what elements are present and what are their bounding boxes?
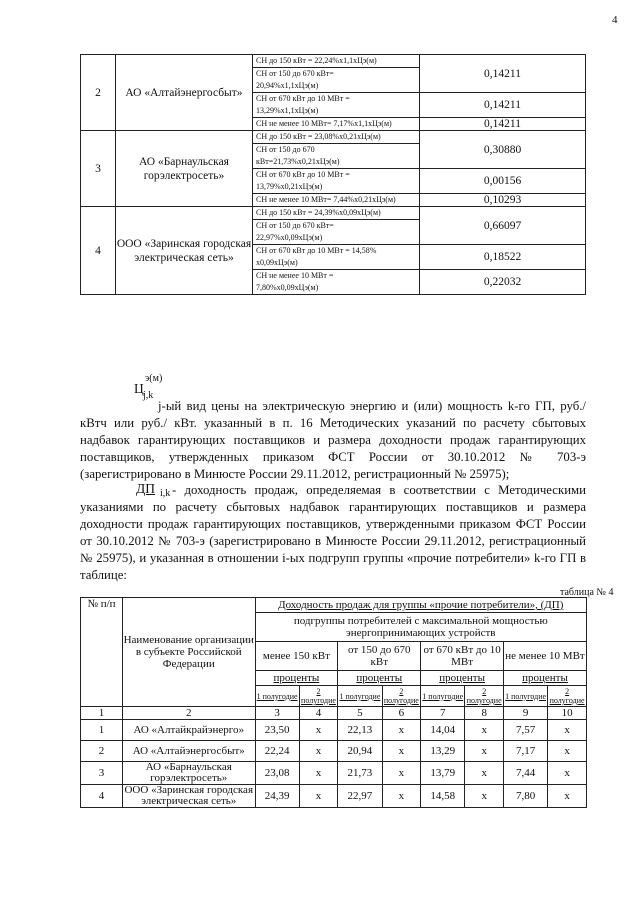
header-half-year: 2 полугодие: [383, 687, 419, 705]
condition-line: СН от 150 до 670: [256, 145, 315, 154]
row-number: 4: [81, 207, 116, 295]
yield-value: 20,94: [338, 741, 382, 762]
column-number: 10: [548, 707, 587, 720]
yield-value: х: [299, 785, 338, 808]
coefficient-value: 0,66097: [420, 207, 586, 245]
condition-line: СН не менее 10 МВт= 7,44%х0,21хЦэ(м): [256, 195, 396, 204]
yield-value: х: [548, 785, 587, 808]
condition-line: 20,94%х1,1хЦэ(м): [256, 81, 319, 90]
yield-value: 22,13: [338, 720, 382, 741]
formula-price-base: Ц: [134, 381, 144, 396]
yield-value: 7,44: [504, 762, 548, 785]
yield-value: х: [465, 720, 504, 741]
organization-name: АО «Алтайэнергосбыт»: [116, 55, 253, 131]
column-number: 8: [465, 707, 504, 720]
yield-value: 13,29: [421, 741, 465, 762]
organization-name: ООО «Заринская городская электрическая сеть»: [116, 207, 253, 295]
header-capacity-range: менее 150 кВт: [255, 642, 338, 671]
condition-formula: [253, 194, 420, 207]
coefficient-value: 0,14211: [420, 118, 586, 131]
page-number: 4: [612, 14, 618, 26]
table-row: [81, 741, 587, 762]
yield-value: 24,39: [255, 785, 299, 808]
condition-line: 22,97%х0,09хЦэ(м): [256, 233, 323, 242]
condition-formula: [253, 68, 420, 93]
column-number: 9: [504, 707, 548, 720]
condition-line: 13,29%х1,1хЦэ(м): [256, 106, 319, 115]
yield-value: х: [299, 762, 338, 785]
yield-definition-text: - доходность продаж, определяемая в соответствии с Методическими указаниями по расчету сбытовых надбавок гарантирующих поставщиков и размера доходности продаж гарантирующих поставщиков, утвержденными приказом ФСТ России от 30.10.2012 № 703-э (зарегистрировано в Минюсте России 29.11.2012, регистрационный № 25975), и указанная в отношении i-ых подгрупп группы «прочие потребители» k-го ГП в таблице:: [80, 483, 586, 582]
formula-yield-base: ДП: [136, 481, 155, 496]
coefficient-value: 0,14211: [420, 55, 586, 93]
condition-line: СН от 670 кВт до 10 МВт = 14,58%: [256, 246, 377, 255]
formula-price-sub: j,k: [143, 390, 154, 401]
yield-value: 22,24: [255, 741, 299, 762]
table-row: [81, 785, 587, 808]
column-number: 5: [338, 707, 382, 720]
row-number: 4: [81, 785, 123, 808]
header-unit: проценты: [338, 671, 421, 686]
column-number: 3: [255, 707, 299, 720]
header-num: № п/п: [81, 598, 123, 707]
row-number: 3: [81, 131, 116, 207]
yield-value: х: [548, 741, 587, 762]
yield-value: х: [548, 720, 587, 741]
condition-line: СН не менее 10 МВт= 7,17%х1,1хЦэ(м): [256, 119, 392, 128]
yield-value: х: [382, 720, 421, 741]
condition-formula: [253, 93, 420, 118]
header-half-year: 1 полугодие: [421, 686, 465, 707]
column-number: 6: [382, 707, 421, 720]
condition-row: [81, 55, 586, 68]
condition-line: х0,09хЦэ(м): [256, 258, 298, 267]
coefficient-value: 0,30880: [420, 131, 586, 169]
column-number: 4: [299, 707, 338, 720]
row-number: 2: [81, 55, 116, 131]
condition-line: 7,80%х0,09хЦэ(м): [256, 283, 319, 292]
condition-formula: [253, 131, 420, 144]
organization-name: ООО «Заринская городская электрическая сеть»: [124, 784, 254, 807]
header-half-year: 1 полугодие: [255, 686, 299, 707]
organization-name: АО «Барнаульская горэлектросеть»: [116, 131, 253, 207]
formula-price-symbol: [134, 373, 163, 401]
header-subgroups: подгруппы потребителей с максимальной мощностью энергопринимающих устройств: [255, 613, 587, 642]
yield-value: 14,58: [421, 785, 465, 808]
header-unit: проценты: [421, 671, 504, 686]
coefficient-value: 0,14211: [420, 93, 586, 118]
header-capacity-range: не менее 10 МВт: [504, 642, 587, 671]
header-half-year: 1 полугодие: [338, 686, 382, 707]
yield-definition-paragraph: [80, 482, 586, 584]
row-number: 3: [81, 762, 123, 785]
coefficient-value: 0,10293: [420, 194, 586, 207]
price-definition-paragraph: [80, 398, 586, 483]
organization-name: АО «Алтайэнергосбыт»: [123, 741, 256, 762]
condition-line: СН от 150 до 670 кВт=: [256, 221, 334, 230]
yield-value: х: [299, 741, 338, 762]
yield-value: 14,04: [421, 720, 465, 741]
header-group: Доходность продаж для группы «прочие потребители», (ДП): [255, 598, 587, 613]
formula-price-sup: э(м): [145, 373, 163, 384]
condition-row: [81, 131, 586, 144]
header-capacity-range: от 670 кВт до 10 МВт: [421, 642, 504, 671]
yield-value: 22,97: [338, 785, 382, 808]
header-half-year: 1 полугодие: [504, 686, 548, 707]
condition-formula: [253, 207, 420, 220]
condition-line: кВт=21,73%х0,21хЦэ(м): [256, 157, 340, 166]
condition-formula: [253, 55, 420, 68]
yield-value: х: [299, 720, 338, 741]
table-row: [81, 720, 587, 741]
yield-value: х: [382, 762, 421, 785]
header-half-year: 2 полугодие: [549, 687, 585, 705]
yield-value: х: [382, 741, 421, 762]
tariff-conditions-table: [80, 54, 586, 295]
yield-value: х: [465, 741, 504, 762]
header-half-year: 2 полугодие: [466, 687, 502, 705]
coefficient-value: 0,22032: [420, 270, 586, 295]
condition-line: СН от 670 кВт до 10 МВт =: [256, 94, 350, 103]
sales-yield-table: [80, 597, 587, 808]
yield-value: 7,17: [504, 741, 548, 762]
condition-formula: [253, 245, 420, 270]
coefficient-value: 0,18522: [420, 245, 586, 270]
column-number: 7: [421, 707, 465, 720]
condition-row: [81, 207, 586, 220]
header-org-name: Наименование организации в субъекте Российской Федерации: [123, 598, 256, 707]
condition-line: СН от 670 кВт до 10 МВт =: [256, 170, 350, 179]
condition-line: СН не менее 10 МВт =: [256, 271, 334, 280]
condition-line: 13,79%х0,21хЦэ(м): [256, 182, 323, 191]
yield-value: 7,57: [504, 720, 548, 741]
condition-line: СН до 150 кВт = 24,39%х0,09хЦэ(м): [256, 208, 381, 217]
yield-value: 7,80: [504, 785, 548, 808]
condition-line: СН до 150 кВт = 23,08%х0,21хЦэ(м): [256, 132, 381, 141]
yield-value: х: [382, 785, 421, 808]
yield-value: 13,79: [421, 762, 465, 785]
table-caption: таблица № 4: [560, 587, 614, 598]
header-unit: проценты: [255, 671, 338, 686]
formula-yield-sub: i,k: [160, 488, 171, 499]
header-half-year: 2 полугодие: [301, 687, 336, 705]
yield-value: х: [548, 762, 587, 785]
condition-formula: [253, 144, 420, 169]
condition-line: СН от 150 до 670 кВт=: [256, 69, 334, 78]
header-capacity-range: от 150 до 670 кВт: [338, 642, 421, 671]
column-number: 2: [123, 707, 256, 720]
condition-formula: [253, 118, 420, 131]
yield-value: 23,50: [255, 720, 299, 741]
price-definition-text: j-ый вид цены на электрическую энергию и (или) мощность k-го ГП, руб./ кВтч или руб./ кВт. указанный в п. 16 Методических указаний по расчету сбытовых надбавок гарантирующих поставщиков и размера доходности продаж гарантирующих поставщиков, утвержденных приказом ФСТ России от 30.10.2012 № 703-э (зарегистрировано в Минюсте России 29.11.2012, регистрационный № 25975);: [80, 399, 586, 481]
condition-formula: [253, 220, 420, 245]
organization-name: АО «Барнаульская горэлектросеть»: [123, 762, 256, 785]
coefficient-value: 0,00156: [420, 169, 586, 194]
organization-name: АО «Алтайкрайэнерго»: [123, 720, 256, 741]
yield-value: х: [465, 785, 504, 808]
condition-formula: [253, 169, 420, 194]
row-number: 1: [81, 720, 123, 741]
yield-value: х: [465, 762, 504, 785]
condition-formula: [253, 270, 420, 295]
yield-value: 23,08: [255, 762, 299, 785]
column-number: 1: [81, 707, 123, 720]
header-unit: проценты: [504, 671, 587, 686]
yield-value: 21,73: [338, 762, 382, 785]
row-number: 2: [81, 741, 123, 762]
condition-line: СН до 150 кВт = 22,24%х1,1хЦэ(м): [256, 56, 377, 65]
table-row: [81, 762, 587, 785]
